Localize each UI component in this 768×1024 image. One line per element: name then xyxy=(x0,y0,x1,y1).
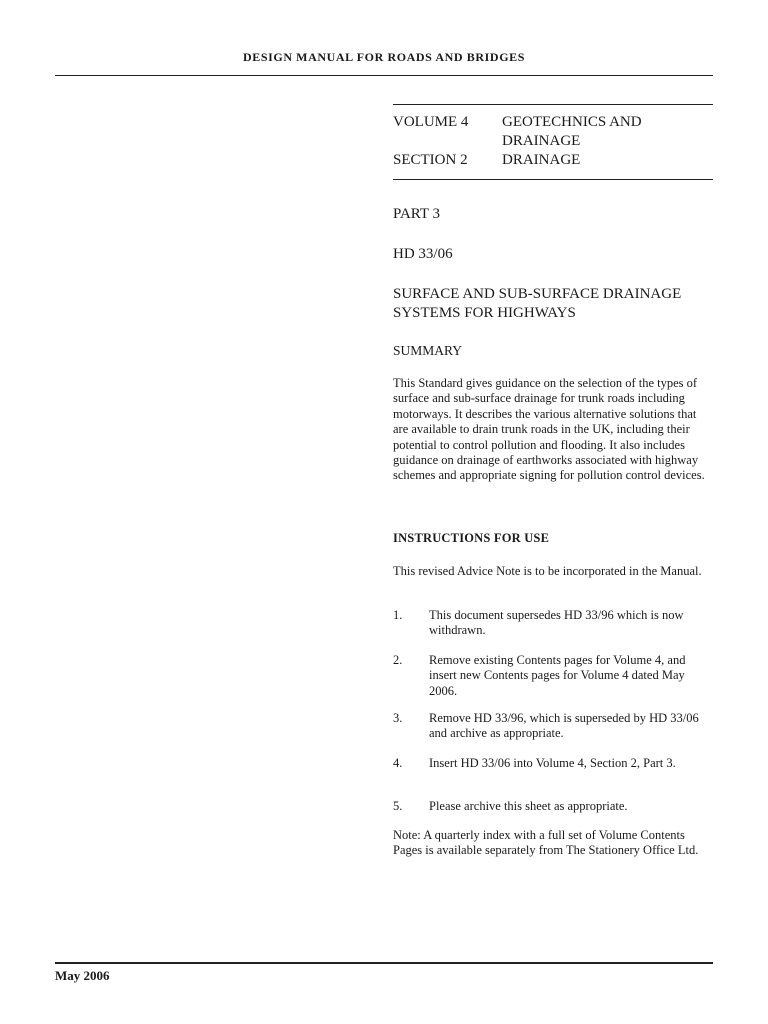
section-title: DRAINAGE xyxy=(502,152,581,168)
manual-title: DESIGN MANUAL FOR ROADS AND BRIDGES xyxy=(242,50,526,64)
instructions-heading: INSTRUCTIONS FOR USE xyxy=(393,531,550,545)
instructions-intro: This revised Advice Note is to be incorporated in the Manual. xyxy=(393,564,702,578)
summary-heading: SUMMARY xyxy=(393,343,463,358)
volume-title: GEOTECHNICS AND DRAINAGE xyxy=(502,114,642,149)
header-divider xyxy=(55,75,713,76)
footer-divider xyxy=(55,962,713,964)
section-row xyxy=(393,151,713,170)
section-label: SECTION 2 xyxy=(393,152,468,168)
instruction-item-1 xyxy=(393,608,705,639)
part-number: PART 3 xyxy=(393,206,441,222)
volume-section-block xyxy=(393,113,713,170)
document-code: HD 33/06 xyxy=(393,246,453,262)
instruction-number: 3. xyxy=(393,711,403,725)
instruction-number: 2. xyxy=(393,653,403,667)
instruction-number: 5. xyxy=(393,799,403,813)
volume-top-divider xyxy=(393,104,713,105)
volume-row xyxy=(393,113,713,151)
document-title: SURFACE AND SUB-SURFACE DRAINAGE SYSTEMS FOR HIGHWAYS xyxy=(393,286,682,321)
instruction-item-2 xyxy=(393,653,705,699)
instruction-text: Please archive this sheet as appropriate. xyxy=(429,799,628,813)
summary-text: This Standard gives guidance on the selection of the types of surface and sub-surface drainage for trunk roads including motorways. It describes the various alternative solutions that are available to drain trunk roads in the UK, including their potential to control pollution and flooding. It also includes guidance on drainage of earthworks associated with highway schemes and appropriate signing for pollution control devices. xyxy=(393,376,705,483)
instruction-text: Remove existing Contents pages for Volume 4, and insert new Contents pages for Volume 4 dated May 2006. xyxy=(429,653,686,698)
instruction-item-3 xyxy=(393,711,705,742)
instruction-item-4 xyxy=(393,756,705,771)
availability-note: Note: A quarterly index with a full set of Volume Contents Pages is available separately from The Stationery Office Ltd. xyxy=(393,828,699,858)
instruction-text: Remove HD 33/96, which is superseded by HD 33/06 and archive as appropriate. xyxy=(429,711,699,741)
instruction-text: Insert HD 33/06 into Volume 4, Section 2, Part 3. xyxy=(429,756,676,770)
volume-bottom-divider xyxy=(393,179,713,180)
instruction-text: This document supersedes HD 33/96 which is now withdrawn. xyxy=(429,608,684,638)
publication-date: May 2006 xyxy=(55,968,110,983)
instruction-item-5 xyxy=(393,799,705,814)
instruction-number: 1. xyxy=(393,608,403,622)
instruction-number: 4. xyxy=(393,756,403,770)
volume-label: VOLUME 4 xyxy=(393,114,469,130)
